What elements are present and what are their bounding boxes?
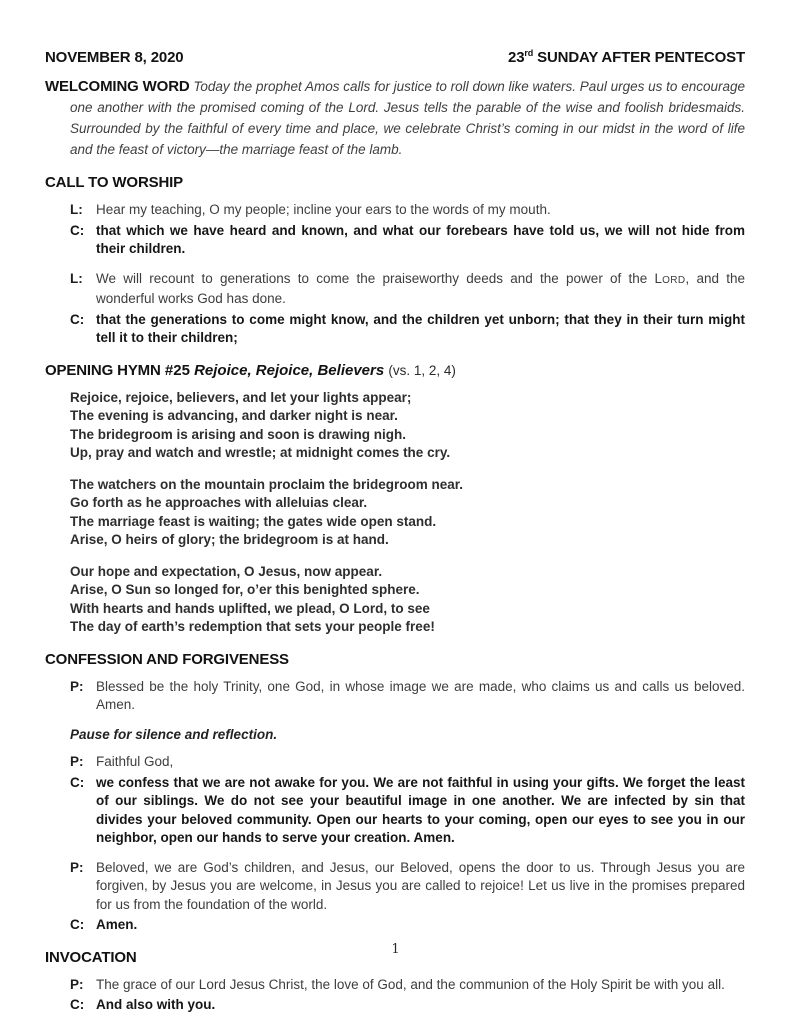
hymn-title: Rejoice, Rejoice, Believers: [194, 361, 385, 379]
dialogue-text: that the generations to come might know, and the children yet unborn; that they in their turn might tell it to their children;: [96, 311, 745, 345]
page-header: [45, 44, 745, 67]
welcoming-word-text: Today the prophet Amos calls for justice to roll down like waters. Paul urges us to encourage one another with the promised coming of the Lord. Jesus tells the parable of the wise and foolish bridesmaids. Surrounded by the faithful of every time and place, we celebrate Christ’s coming in our midst in the word of life and the feast of victory—the marriage feast of the lamb.: [70, 79, 745, 157]
dialogue-row-pastor: [70, 753, 745, 772]
dialogue-text: The grace of our Lord Jesus Christ, the love of God, and the communion of the Holy Spirit be with you all.: [96, 976, 725, 992]
speaker-label: P:: [70, 678, 84, 694]
hymn-line: The marriage feast is waiting; the gates wide open stand.: [70, 513, 437, 529]
hymn-line: The day of earth’s redemption that sets your people free!: [70, 619, 435, 634]
hymn-verse-2: [70, 476, 745, 550]
dialogue-text: Faithful God,: [96, 754, 174, 769]
speaker-label: L:: [70, 202, 83, 217]
hymn-line: The evening is advancing, and darker night is near.: [70, 408, 398, 423]
dialogue-text-part: We will recount to generations to come the praiseworthy deeds and the power of the L: [96, 270, 663, 286]
speaker-label: C:: [70, 222, 85, 238]
hymn-line: Go forth as he approaches with alleluias clear.: [70, 495, 368, 510]
dialogue-row-congregation: [70, 222, 745, 259]
dialogue-text: we confess that we are not awake for you. We are not faithful in using your gifts. We forget the least of our siblings. We do not see your beautiful image in one another. We are infected by sin that divides your beloved community. Open our hearts to your coming, open our eyes to see you in our neighbor, open our hands to serve your creation. Amen.: [96, 774, 745, 845]
speaker-label: P:: [70, 976, 84, 992]
dialogue-row-pastor: [70, 976, 745, 995]
dialogue-text: Hear my teaching, O my people; incline your ears to the words of my mouth.: [96, 202, 551, 217]
speaker-label: C:: [70, 917, 85, 932]
dialogue-text: Amen.: [96, 917, 138, 932]
dialogue-row-congregation: [70, 774, 745, 848]
dialogue-row-pastor: [70, 678, 745, 715]
page-number: 1: [391, 942, 400, 957]
hymn-line: Up, pray and watch and wrestle; at midnight comes the cry.: [70, 445, 451, 460]
superscript-ordinal: rd: [524, 48, 534, 58]
hymn-line: The watchers on the mountain proclaim the bridegroom near.: [70, 476, 464, 492]
speaker-label: C:: [70, 774, 85, 790]
speaker-label: L:: [70, 270, 83, 286]
speaker-label: P:: [70, 859, 84, 875]
speaker-label: C:: [70, 311, 85, 327]
dialogue-row-congregation: [70, 996, 745, 1015]
dialogue-row-congregation: [70, 916, 745, 935]
dialogue-row-leader: [70, 201, 745, 220]
hymn-number: #25: [164, 361, 190, 379]
dialogue-row-leader: [70, 270, 745, 309]
hymn-verses-note: (vs. 1, 2, 4): [388, 362, 456, 378]
sunday-title-rest: SUNDAY AFTER PENTECOST: [533, 49, 745, 66]
dialogue-text-part: , and the wonderful works God has done.: [96, 270, 745, 306]
dialogue-text: that which we have heard and known, and what our forebears have told us, we will not hide from their children.: [96, 222, 745, 256]
sunday-title: [508, 44, 745, 67]
opening-hymn-label: OPENING HYMN: [45, 361, 161, 379]
date-heading: NOVEMBER 8, 2020: [45, 49, 184, 66]
dialogue-text: Blessed be the holy Trinity, one God, in whose image we are made, who claims us and calls us beloved. Amen.: [96, 678, 745, 712]
welcoming-word-section: [45, 76, 745, 160]
sunday-title-number: 23: [508, 49, 525, 66]
lord-smallcaps: ORD: [662, 274, 686, 286]
dialogue-text: [96, 270, 745, 309]
hymn-line: Arise, O heirs of glory; the bridegroom is at hand.: [70, 532, 389, 547]
opening-hymn-heading: [45, 361, 745, 380]
hymn-line: Our hope and expectation, O Jesus, now appear.: [70, 563, 383, 579]
speaker-label: P:: [70, 754, 84, 769]
call-to-worship-heading: CALL TO WORSHIP: [45, 174, 184, 191]
hymn-verse-1: [70, 389, 745, 463]
hymn-line: Arise, O Sun so longed for, o’er this benighted sphere.: [70, 582, 420, 597]
dialogue-row-congregation: [70, 311, 745, 348]
dialogue-text: Beloved, we are God’s children, and Jesus, our Beloved, opens the door to us. Through Jesus you are forgiven, by Jesus you are welcome, in Jesus you are called to rejoice! Let us live in the promises prepared for us from the foundation of the world.: [96, 859, 745, 912]
hymn-line: The bridegroom is arising and soon is drawing nigh.: [70, 426, 407, 442]
invocation-heading: INVOCATION: [45, 948, 137, 966]
hymn-line: With hearts and hands uplifted, we plead, O Lord, to see: [70, 600, 430, 616]
confession-heading: CONFESSION AND FORGIVENESS: [45, 650, 289, 668]
rubric-pause: Pause for silence and reflection.: [70, 726, 278, 742]
dialogue-text: And also with you.: [96, 997, 216, 1012]
dialogue-row-pastor: [70, 859, 745, 915]
speaker-label: C:: [70, 997, 85, 1012]
hymn-verse-3: [70, 563, 745, 637]
welcoming-word-label: WELCOMING WORD: [45, 78, 190, 95]
hymn-line: Rejoice, rejoice, believers, and let your lights appear;: [70, 389, 412, 405]
